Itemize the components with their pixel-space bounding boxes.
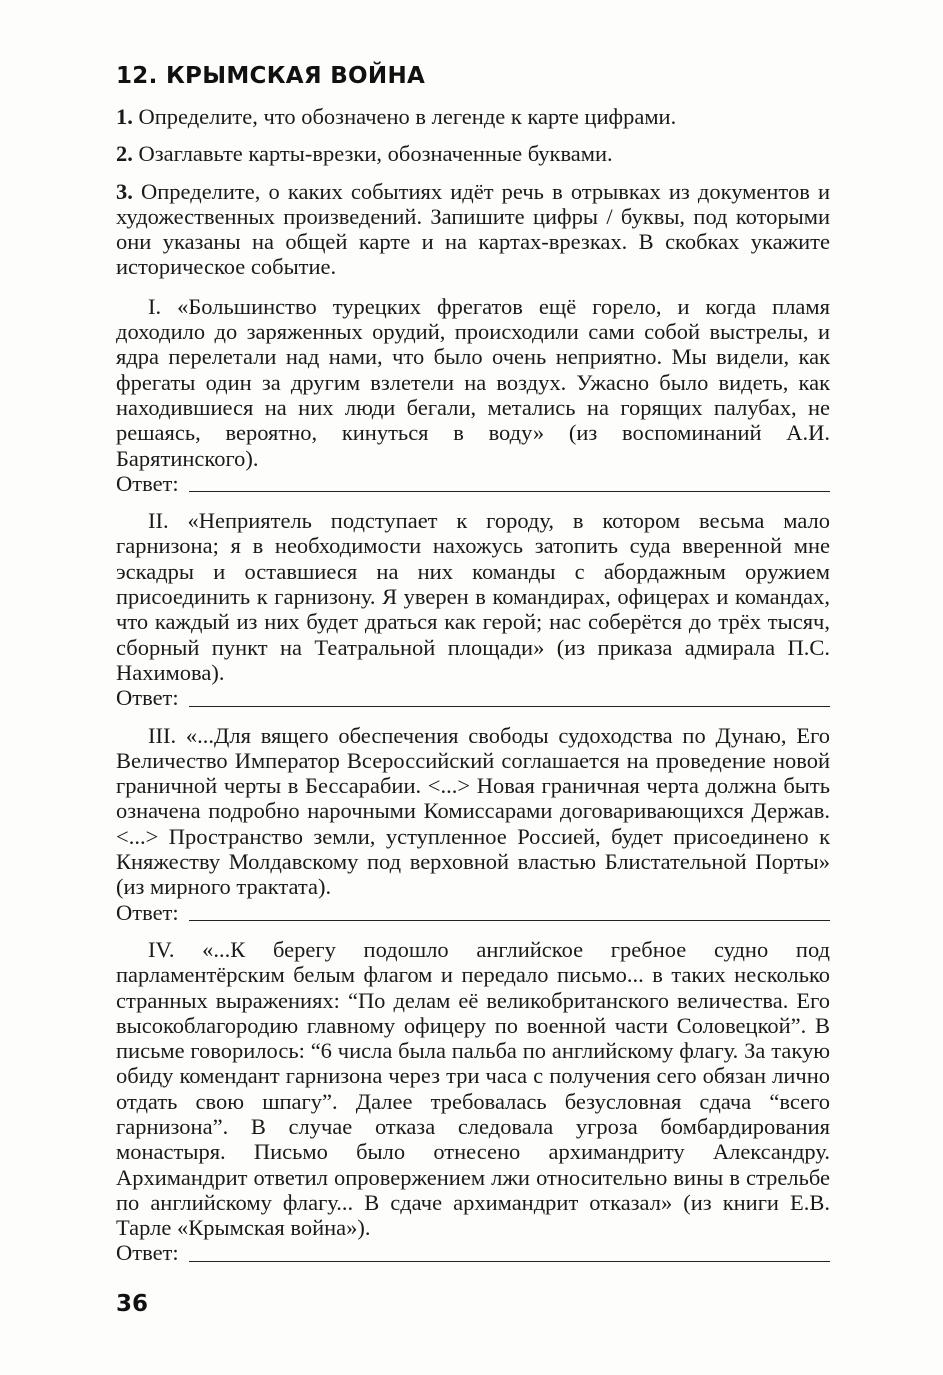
answer-line[interactable] — [189, 490, 830, 492]
answer-label: Ответ: — [116, 685, 179, 711]
answer-label: Ответ: — [116, 899, 179, 925]
task-number: 3. — [116, 178, 133, 204]
task-text: Определите, о каких событиях идёт речь в отрывках из документов и художественных произведений. Запишите цифры / буквы, под которыми они указаны на общей карте и на картах-врезках. В скобках укажите историческое событие. — [116, 178, 830, 280]
excerpt-1: I. «Большинство турецких фрегатов ещё горело, и когда пламя доходило до заряженных орудий, происходили сами собой выстрелы, и ядра перелетали над нами, что было очень неприятно. Мы видели, как фрегаты один за другим взлетели на воздух. Ужасно было видеть, как находившиеся на них люди бегали, метались на горящих палубах, не решаясь, вероятно, кинуться в воду» (из воспоминаний А.И. Барятинского). — [116, 293, 830, 471]
excerpt-2: II. «Неприятель подступает к городу, в котором весьма мало гарнизона; я в необходимости нахожусь затопить суда вверенной мне эскадры и оставшиеся на них команды с абордажным оружием присоединить к гарнизону. Я уверен в командирах, офицерах и командах, что каждый из них будет драться как герой; нас соберётся до трёх тысяч, сборный пункт на Театральной площади» (из приказа адмирала П.С. Нахимова). — [116, 508, 830, 685]
answer-label: Ответ: — [116, 470, 179, 496]
answer-line[interactable] — [189, 1260, 830, 1262]
answer-row-3 — [116, 900, 830, 925]
task-2 — [116, 141, 830, 166]
answer-line[interactable] — [189, 919, 830, 921]
answer-line[interactable] — [189, 705, 830, 707]
page-number: 36 — [116, 1291, 149, 1317]
page-title: 12. КРЫМСКАЯ ВОЙНА — [116, 63, 426, 89]
answer-row-2 — [116, 685, 830, 710]
task-1 — [116, 104, 830, 129]
task-3 — [116, 179, 830, 280]
excerpt-4: IV. «...К берегу подошло английское гребное судно под парламентёрским белым флагом и передало письмо... в таких несколько странных выражениях: “По делам её великобританского величества. Его высокоблагородию главному офицеру по военной части Соловецкой”. В письме говорилось: “6 числа была пальба по английскому флагу. За такую обиду комендант гарнизона через три часа с получения сего обязан лично отдать свою шпагу”. Далее требовалась безусловная сдача “всего гарнизона”. В случае отказа следовала угроза бомбардирования монастыря. Письмо было отнесено архимандриту Александру. Архимандрит ответил опровержением лжи относительно вины в стрельбе по английскому флагу... В сдаче архимандрит отказал» (из книги Е.В. Тарле «Крымская война»). — [116, 936, 830, 1241]
task-number: 1. — [116, 104, 133, 129]
task-number: 2. — [116, 141, 133, 167]
answer-row-4 — [116, 1240, 830, 1265]
answer-row-1 — [116, 471, 830, 496]
task-text: Определите, что обозначено в легенде к карте цифрами. — [138, 104, 677, 129]
page-content — [116, 62, 830, 1278]
excerpt-3: III. «...Для вящего обеспечения свободы судоходства по Дунаю, Его Величество Император Всероссийский соглашается на проведение новой граничной черты в Бессарабии. <...> Новая граничная черта должна быть означена подробно нарочными Комиссарами договаривающихся Держав. <...> Пространство земли, уступленное Россией, будет присоединено к Княжеству Молдавскому под верховной властью Блистательной Порты» (из мирного трактата). — [116, 722, 830, 900]
answer-label: Ответ: — [116, 1240, 179, 1266]
task-text: Озаглавьте карты-врезки, обозначенные буквами. — [138, 141, 613, 167]
